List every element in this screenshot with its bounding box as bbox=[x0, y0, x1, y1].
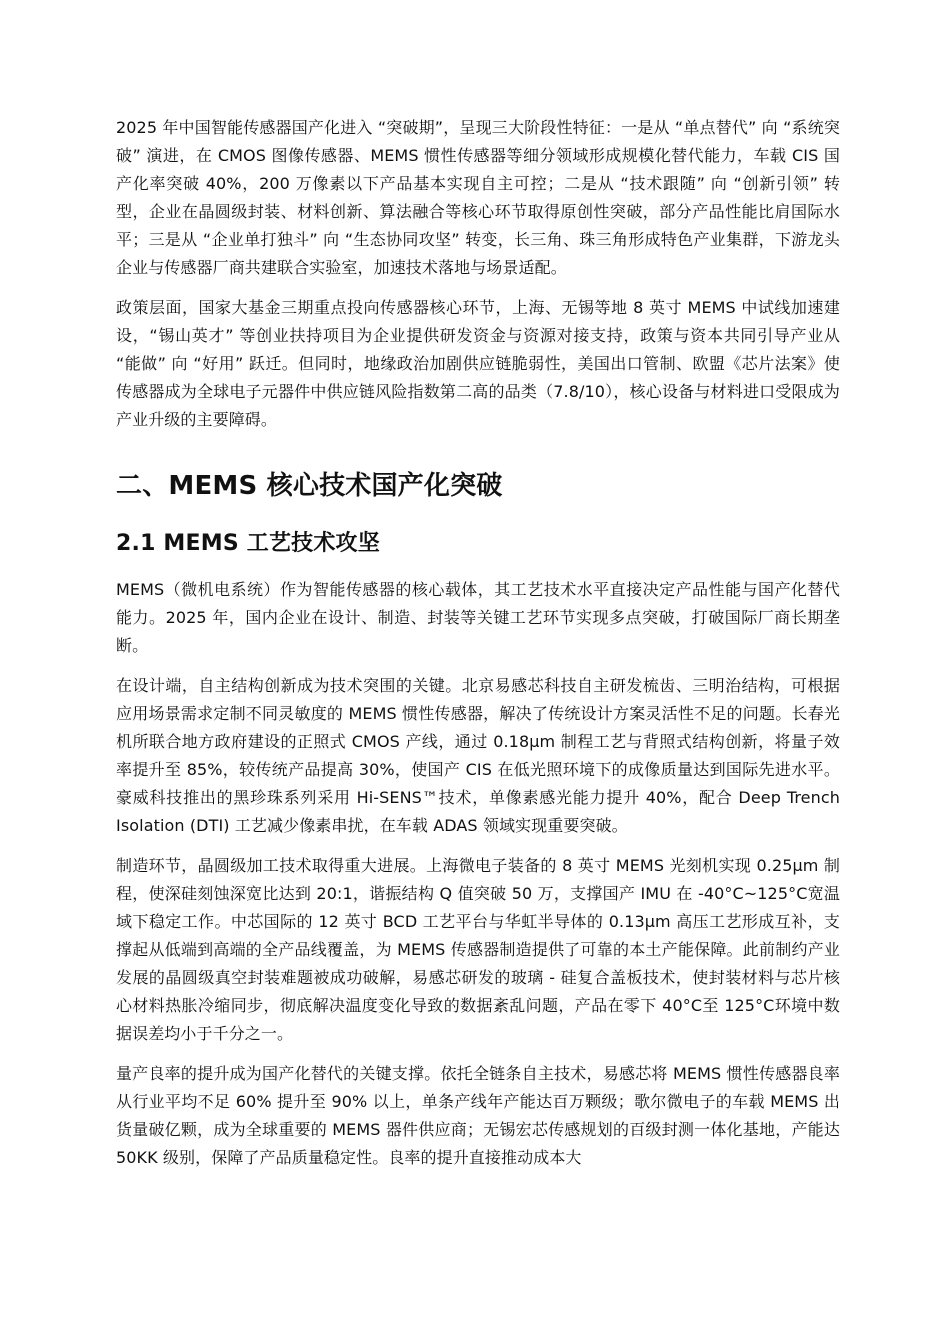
paragraph-intro-2: 政策层面，国家大基金三期重点投向传感器核心环节，上海、无锡等地 8 英寸 MEMS 中试线加速建设，“锡山英才” 等创业扶持项目为企业提供研发资金与资源对接支持，政策与资本共同引导产业从 “能做” 向 “好用” 跃迁。但同时，地缘政治加剧供应链脆弱性，美国出口管制、欧盟《芯片法案》使传感器成为全球电子元器件中供应链风险指数第二高的品类（7.8/10），核心设备与材料进口受限成为产业升级的主要障碍。 bbox=[116, 298, 840, 429]
paragraph-mems-overview: MEMS（微机电系统）作为智能传感器的核心载体，其工艺技术水平直接决定产品性能与国产化替代能力。2025 年，国内企业在设计、制造、封装等关键工艺环节实现多点突破，打破国际厂商长期垄断。 bbox=[116, 580, 840, 655]
subsection-heading: 2.1 MEMS 工艺技术攻坚 bbox=[116, 531, 380, 556]
paragraph-design: 在设计端，自主结构创新成为技术突围的关键。北京易感芯科技自主研发梳齿、三明治结构，可根据应用场景需求定制不同灵敏度的 MEMS 惯性传感器，解决了传统设计方案灵活性不足的问题。长春光机所联合地方政府建设的正照式 CMOS 产线，通过 0.18μm 制程工艺与背照式结构创新，将量子效率提升至 85%，较传统产品提高 30%，使国产 CIS 在低光照环境下的成像质量达到国际先进水平。豪威科技推出的黑珍珠系列采用 Hi-SENS™技术，单像素感光能力提升 40%，配合 Deep Trench Isolation (DTI) 工艺减少像素串扰，在车载 ADAS 领域实现重要突破。 bbox=[116, 676, 840, 835]
paragraph-yield: 量产良率的提升成为国产化替代的关键支撑。依托全链条自主技术，易感芯将 MEMS 惯性传感器良率从行业平均不足 60% 提升至 90% 以上，单条产线年产能达百万颗级；歌尔微电子的车载 MEMS 出货量破亿颗，成为全球重要的 MEMS 器件供应商；无锡宏芯传感规划的百级封测一体化基地，产能达 50KK 级别，保障了产品质量稳定性。良率的提升直接推动成本大 bbox=[116, 1064, 840, 1167]
paragraph-intro-1: 2025 年中国智能传感器国产化进入 “突破期”，呈现三大阶段性特征：一是从 “单点替代” 向 “系统突破” 演进，在 CMOS 图像传感器、MEMS 惯性传感器等细分领域形成规模化替代能力，车载 CIS 国产化率突破 40%，200 万像素以下产品基本实现自主可控；二是从 “技术跟随” 向 “创新引领” 转型，企业在晶圆级封装、材料创新、算法融合等核心环节取得原创性突破，部分产品性能比肩国际水平；三是从 “企业单打独斗” 向 “生态协同攻坚” 转变，长三角、珠三角形成特色产业集群，下游龙头企业与传感器厂商共建联合实验室，加速技术落地与场景适配。 bbox=[116, 118, 840, 277]
document-page bbox=[116, 114, 840, 1184]
paragraph-manufacturing: 制造环节，晶圆级加工技术取得重大进展。上海微电子装备的 8 英寸 MEMS 光刻机实现 0.25μm 制程，使深硅刻蚀深宽比达到 20:1，谐振结构 Q 值突破 50 万，支撑国产 IMU 在 -40°C~125°C宽温域下稳定工作。中芯国际的 12 英寸 BCD 工艺平台与华虹半导体的 0.13μm 高压工艺形成互补，支撑起从低端到高端的全产品线覆盖，为 MEMS 传感器制造提供了可靠的本土产能保障。此前制约产业发展的晶圆级真空封装难题被成功破解，易感芯研发的玻璃 - 硅复合盖板技术，使封装材料与芯片核心材料热胀冷缩同步，彻底解决温度变化导致的数据紊乱问题，产品在零下 40°C至 125°C环境中数据误差均小于千分之一。 bbox=[116, 856, 840, 1043]
section-heading: 二、MEMS 核心技术国产化突破 bbox=[116, 471, 503, 501]
